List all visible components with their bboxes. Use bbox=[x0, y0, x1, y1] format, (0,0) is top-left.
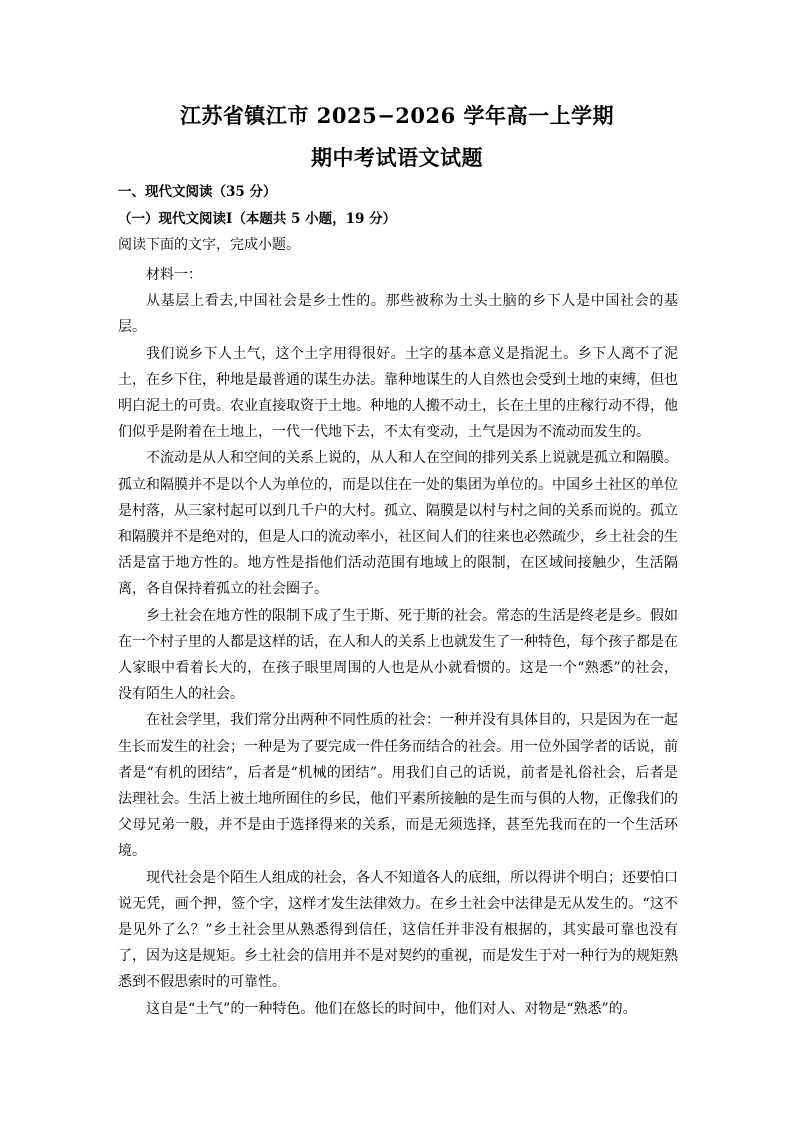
material-label: 材料一： bbox=[146, 267, 202, 283]
passage-paragraph: 我们说乡下人土气，这个土字用得很好。土字的基本意义是指泥土。乡下人离不了泥土，在乡下住，种地是最普通的谋生办法。靠种地谋生的人自然也会受到土地的束缚，但也明白泥土的可贵。农业直接取资于土地。种地的人搬不动土，长在土里的庄稼行动不得，他们似乎是附着在土地上，一代一代地下去，不太有变动，土气是因为不流动而发生的。 bbox=[118, 345, 678, 441]
passage-paragraph: 乡土社会在地方性的限制下成了生于斯、死于斯的社会。常态的生活是终老是乡。假如在一个村子里的人都是这样的话，在人和人的关系上也就发生了一种特色，每个孩子都是在人家眼中看着长大的，在孩子眼里周围的人也是从小就看惯的。这是一个“熟悉”的社会，没有陌生人的社会。 bbox=[118, 607, 678, 703]
document-subtitle: 期中考试语文试题 bbox=[311, 145, 483, 170]
passage-paragraph: 从基层上看去,中国社会是乡土性的。那些被称为土头土脑的乡下人是中国社会的基层。 bbox=[118, 293, 678, 336]
passage-paragraph: 这自是“土气”的一种特色。他们在悠长的时间中，他们对人、对物是“熟悉”的。 bbox=[146, 1000, 637, 1017]
passage-paragraph: 在社会学里，我们常分出两种不同性质的社会：一种并没有具体目的，只是因为在一起生长而发生的社会；一种是为了要完成一件任务而结合的社会。用一位外国学者的话说，前者是“有机的团结”，后者是“机械的团结”。用我们自己的话说，前者是礼俗社会，后者是法理社会。生活上被土地所囿住的乡民，他们平素所接触的是生而与俱的人物，正像我们的父母兄弟一般，并不是由于选择得来的关系，而是无须选择，甚至先我而在的一个生活环境。 bbox=[118, 712, 678, 860]
passage-paragraph: 不流动是从人和空间的关系上说的，从人和人在空间的排列关系上说就是孤立和隔膜。孤立和隔膜并不是以个人为单位的，而是以住在一处的集团为单位的。中国乡土社区的单位是村落，从三家村起可以到几千户的大村。孤立、隔膜是以村与村之间的关系而说的。孤立和隔膜并不是绝对的，但是人口的流动率小，社区间人们的往来也必然疏少，乡土社会的生活是富于地方性的。地方性是指他们活动范围有地域上的限制，在区域间接触少，生活隔离，各自保持着孤立的社会圈子。 bbox=[118, 450, 678, 598]
document-title: 江苏省镇江市 2025−2026 学年高一上学期 bbox=[179, 103, 615, 128]
reading-passage bbox=[118, 262, 678, 1022]
passage-paragraph: 现代社会是个陌生人组成的社会，各人不知道各人的底细，所以得讲个明白；还要怕口说无凭，画个押，签个字，这样才发生法律效力。在乡土社会中法律是无从发生的。“这不是见外了么？”乡土社会里从熟悉得到信任，这信任并非没有根据的，其实最可靠也没有了，因为这是规矩。乡土社会的信用并不是对契约的重视，而是发生于对一种行为的规矩熟悉到不假思索时的可靠性。 bbox=[118, 869, 678, 991]
section-heading: 一、现代文阅读（35 分） bbox=[118, 184, 277, 200]
instruction-text: 阅读下面的文字，完成小题。 bbox=[118, 237, 300, 253]
subsection-heading: （一）现代文阅读Ⅰ（本题共 5 小题，19 分） bbox=[118, 211, 397, 227]
